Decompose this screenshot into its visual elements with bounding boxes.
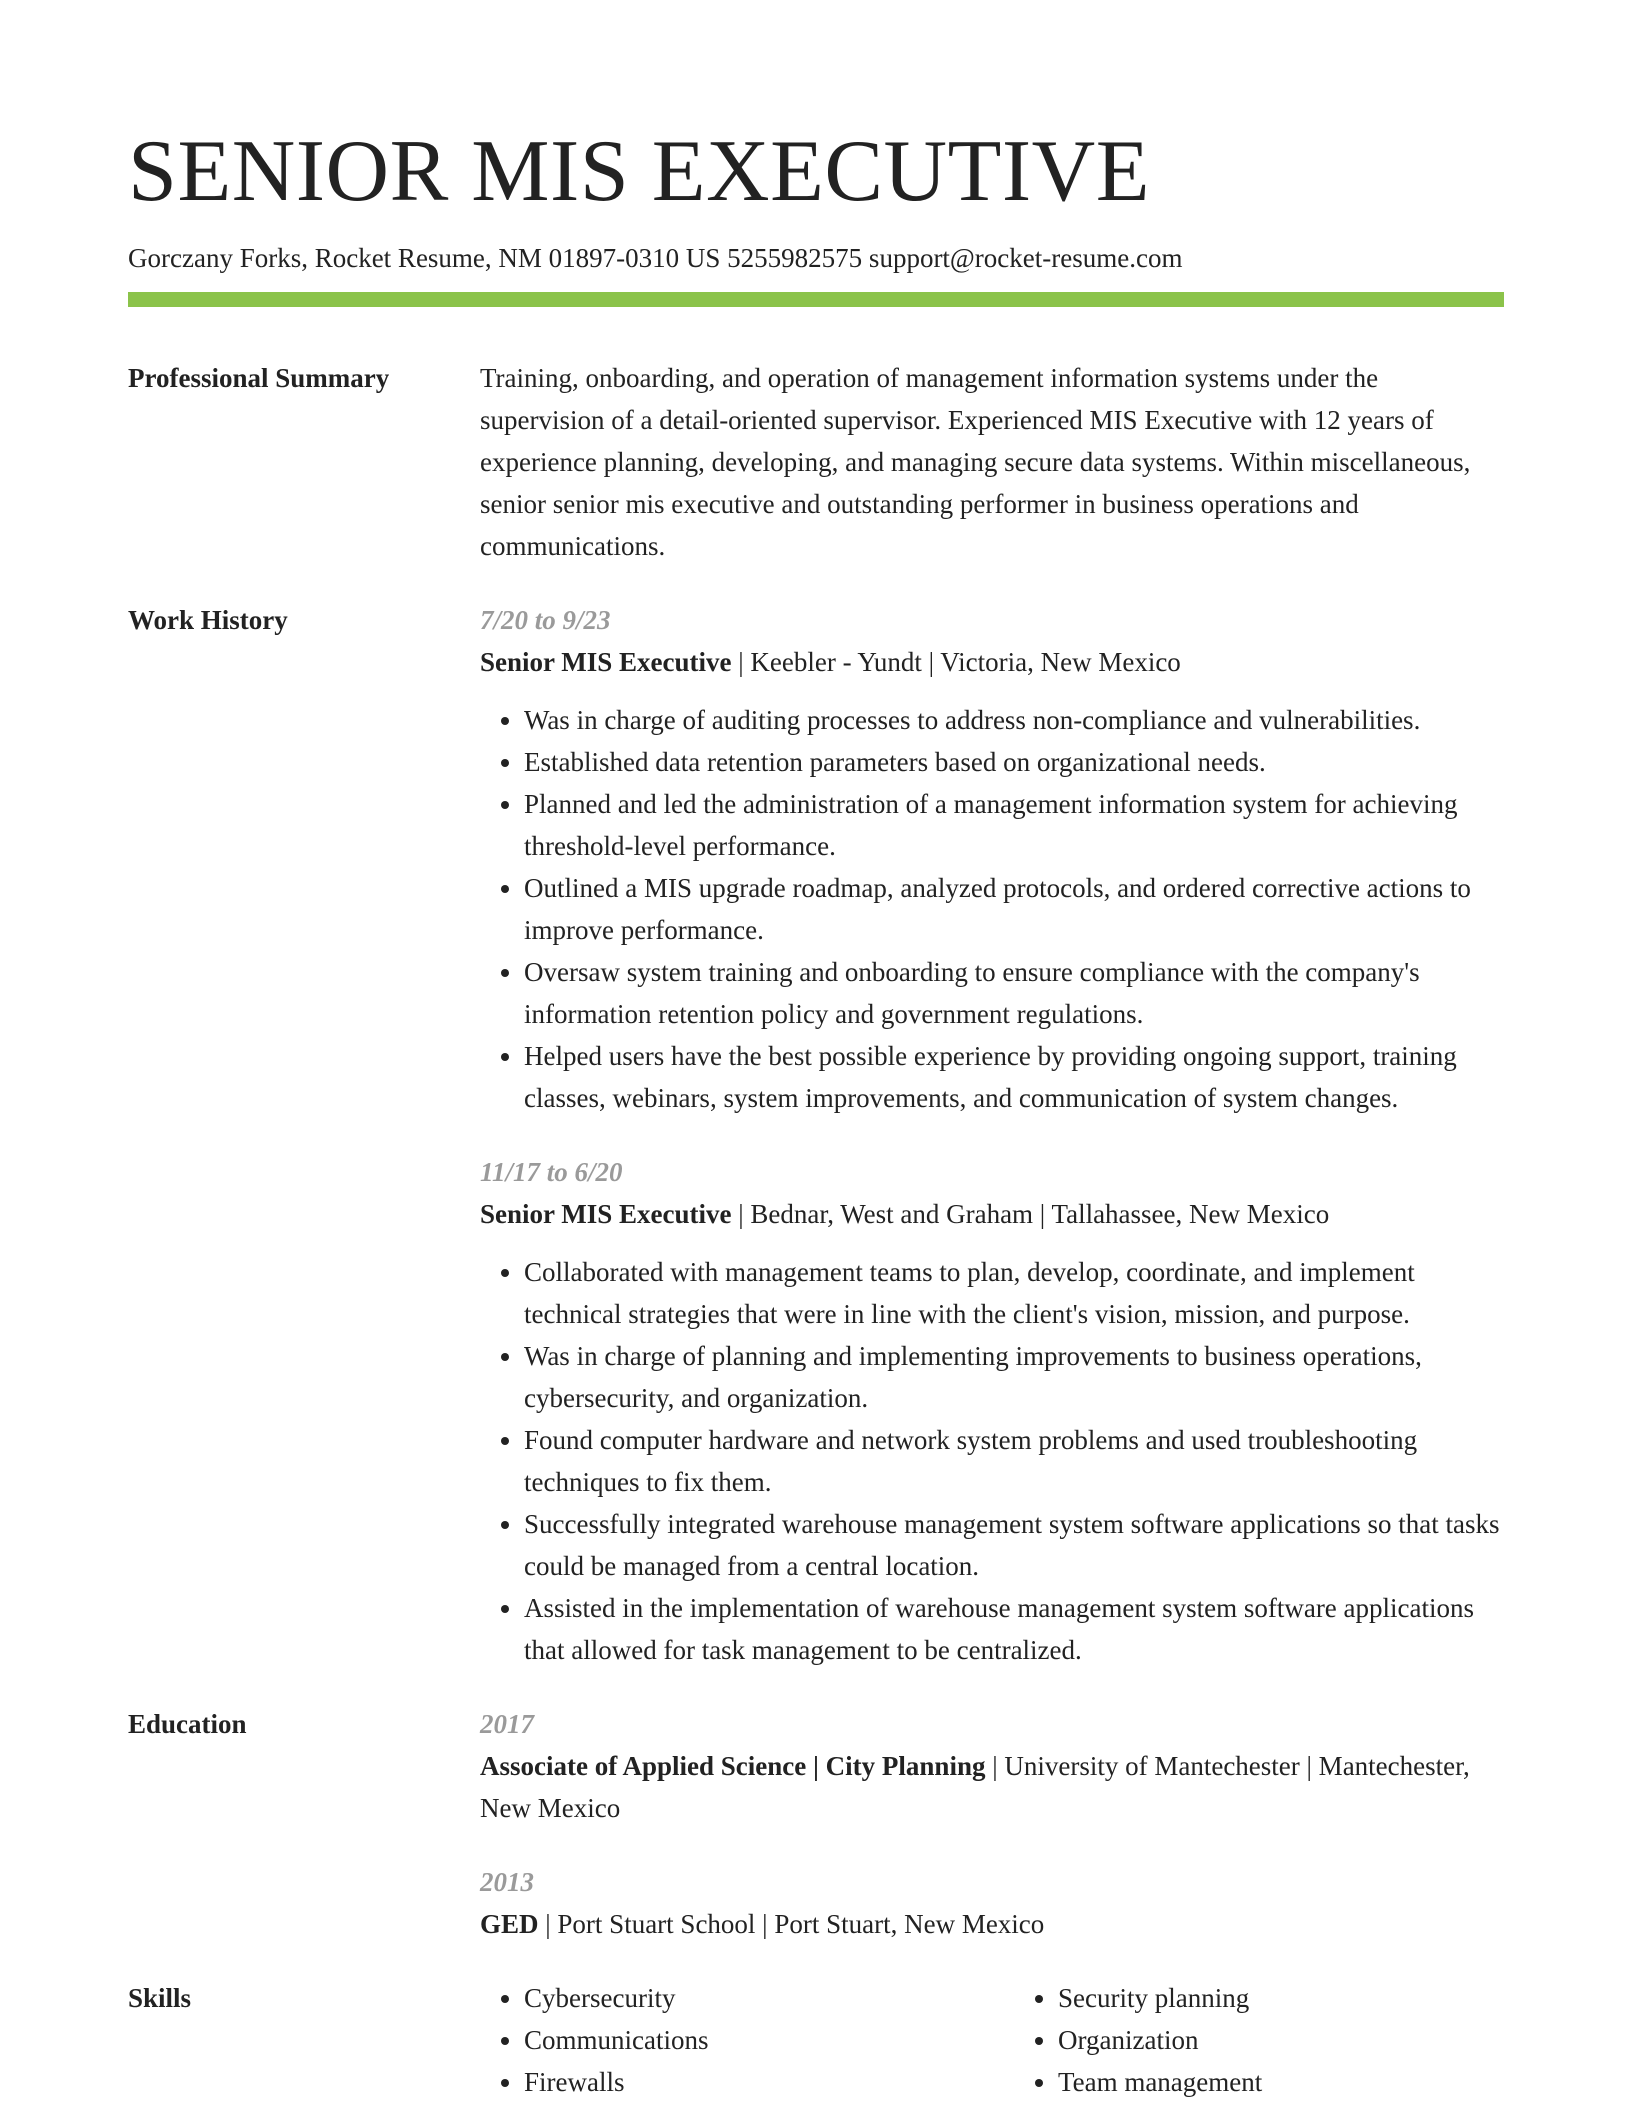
list-item: • Established data retention parameters based on organizational needs.	[524, 741, 1504, 783]
list-item: • Was in charge of planning and implementing improvements to business operations, cybersecurity, and organization.	[524, 1335, 1504, 1419]
education-details: | University of Mantechester | Mantechester, New Mexico	[480, 1751, 1470, 1823]
list-item: • Helped users have the best possible experience by providing ongoing support, training classes, webinars, system improvements, and communication of system changes.	[524, 1035, 1504, 1119]
section-professional-summary	[128, 357, 1504, 567]
section-body	[480, 357, 1504, 567]
job-title: Senior MIS Executive	[480, 647, 732, 677]
section-skills	[128, 1977, 1504, 2103]
resume-title: SENIOR MIS EXECUTIVE	[128, 123, 1150, 220]
skills-column-2	[1014, 1977, 1504, 2103]
list-item: • Planned and led the administration of a management information system for achieving threshold-level performance.	[524, 783, 1504, 867]
job-entry	[480, 599, 1504, 1119]
job-bullets	[480, 699, 1504, 1119]
job-bullets	[480, 1251, 1504, 1671]
section-label: Education	[128, 1709, 247, 1739]
job-heading	[480, 641, 1504, 683]
job-entry	[480, 1151, 1504, 1671]
job-title: Senior MIS Executive	[480, 1199, 732, 1229]
education-date: 2017	[480, 1709, 534, 1739]
job-date: 7/20 to 9/23	[480, 605, 611, 635]
list-item: • Assisted in the implementation of warehouse management system software applications that allowed for task management to be centralized.	[524, 1587, 1504, 1671]
section-education	[128, 1703, 1504, 1945]
list-item: • Was in charge of auditing processes to address non-compliance and vulnerabilities.	[524, 699, 1504, 741]
list-item: • Successfully integrated warehouse management system software applications so that tasks could be managed from a central location.	[524, 1503, 1504, 1587]
education-heading	[480, 1903, 1504, 1945]
job-heading	[480, 1193, 1504, 1235]
list-item: • Found computer hardware and network system problems and used troubleshooting techniques to fix them.	[524, 1419, 1504, 1503]
skill-item: • Cybersecurity	[524, 1977, 970, 2019]
summary-text: Training, onboarding, and operation of management information systems under the supervision of a detail-oriented supervisor. Experienced MIS Executive with 12 years of experience planning, developing, and managing secure data systems. Within miscellaneous, senior senior mis executive and outstanding performer in business operations and communications.	[480, 363, 1471, 561]
skills-grid	[480, 1977, 1504, 2103]
skill-item: • Firewalls	[524, 2061, 970, 2103]
skills-column-1	[480, 1977, 970, 2103]
skill-item: • Team management	[1058, 2061, 1504, 2103]
degree-title: GED	[480, 1909, 539, 1939]
contact-line: Gorczany Forks, Rocket Resume, NM 01897-0310 US 5255982575 support@rocket-resume.com	[128, 243, 1183, 273]
section-label: Work History	[128, 605, 288, 635]
degree-title: Associate of Applied Science | City Planning	[480, 1751, 986, 1781]
section-body	[480, 599, 1504, 1671]
resume-page	[128, 0, 1504, 2103]
section-body	[480, 1977, 1504, 2103]
section-body	[480, 1703, 1504, 1945]
education-heading	[480, 1745, 1504, 1829]
skill-item: • Security planning	[1058, 1977, 1504, 2019]
list-item: • Oversaw system training and onboarding to ensure compliance with the company's information retention policy and government regulations.	[524, 951, 1504, 1035]
section-work-history	[128, 599, 1504, 1671]
list-item: • Outlined a MIS upgrade roadmap, analyzed protocols, and ordered corrective actions to improve performance.	[524, 867, 1504, 951]
header-divider	[128, 292, 1504, 307]
job-date: 11/17 to 6/20	[480, 1157, 623, 1187]
job-details: | Bednar, West and Graham | Tallahassee, New Mexico	[731, 1199, 1330, 1229]
list-item: • Collaborated with management teams to plan, develop, coordinate, and implement technical strategies that were in line with the client's vision, mission, and purpose.	[524, 1251, 1504, 1335]
section-label: Professional Summary	[128, 363, 390, 393]
education-date: 2013	[480, 1867, 534, 1897]
education-details: | Port Stuart School | Port Stuart, New Mexico	[538, 1909, 1045, 1939]
education-entry	[480, 1861, 1504, 1945]
skill-item: • Communications	[524, 2019, 970, 2061]
skill-item: • Organization	[1058, 2019, 1504, 2061]
education-entry	[480, 1703, 1504, 1829]
section-label: Skills	[128, 1983, 192, 2013]
job-details: | Keebler - Yundt | Victoria, New Mexico	[731, 647, 1181, 677]
